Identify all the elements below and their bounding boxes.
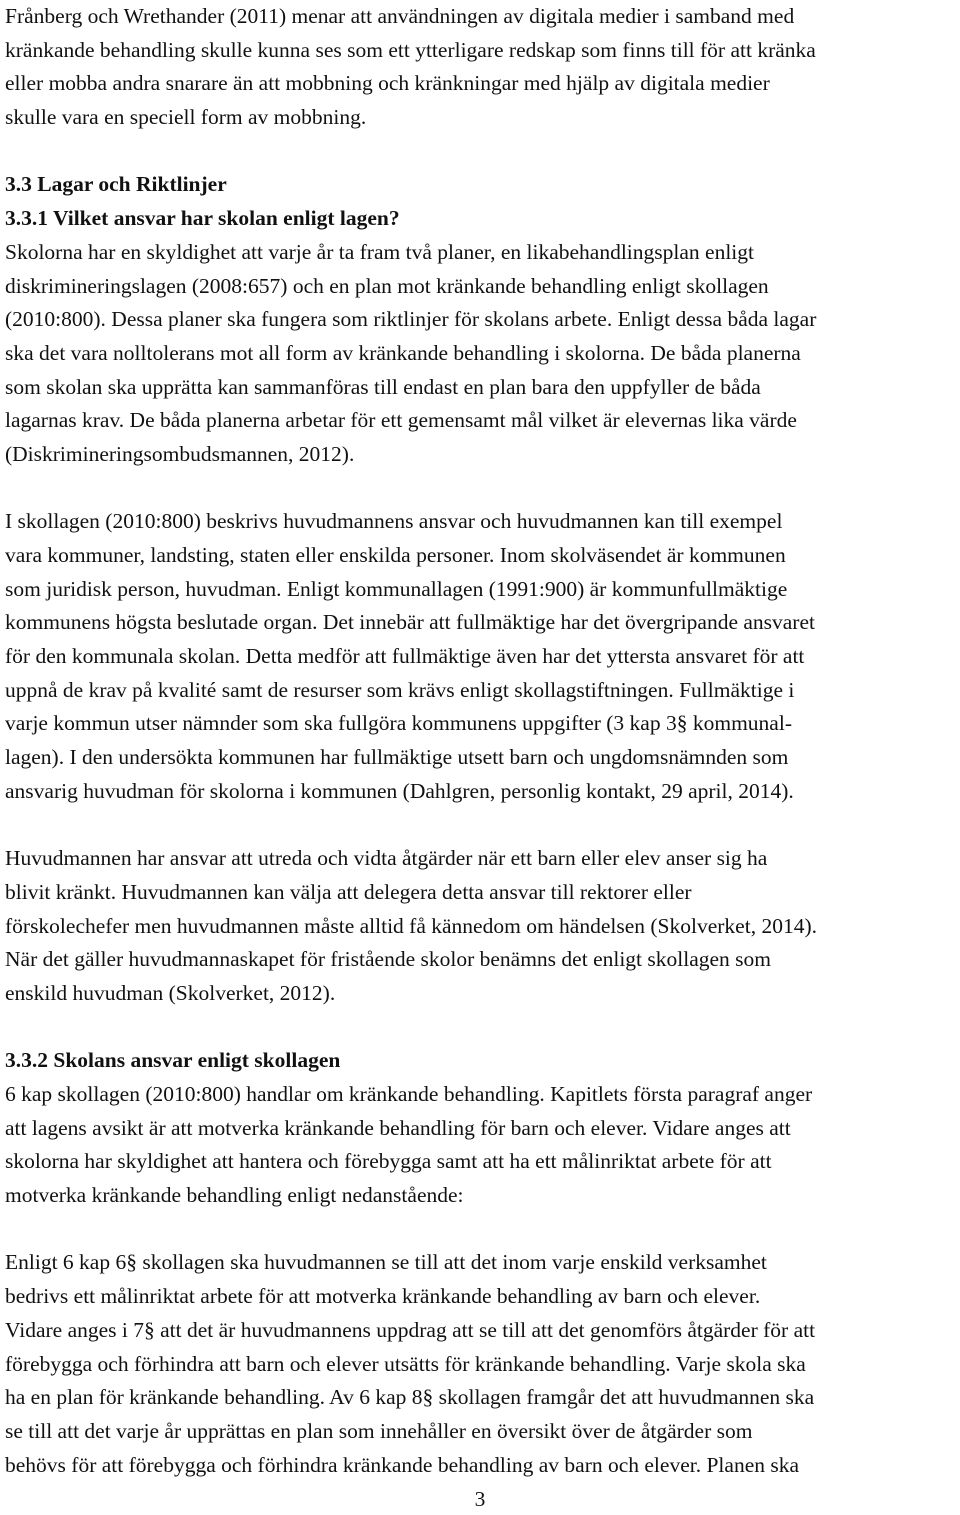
text-line: motverka kränkande behandling enligt nedanstående: [5,1183,464,1208]
text-line: Enligt 6 kap 6§ skollagen ska huvudmannen se till att det inom varje enskild verksamhet [5,1250,767,1275]
text-line: 6 kap skollagen (2010:800) handlar om kränkande behandling. Kapitlets första paragraf anger [5,1082,813,1106]
paragraph-6-kap [5,1078,957,1213]
text-line: behövs för att förebygga och förhindra kränkande behandling av barn och elever. Planen ska [5,1452,800,1477]
paragraph-6-kap-6 [5,1246,957,1482]
text-line: varje kommun utser nämnder som ska fullgöra kommunens uppgifter (3 kap 3§ kommunal- [5,711,792,736]
paragraph-utreda-atgarder [5,842,957,1010]
paragraph-huvudman-ansvar [5,505,957,808]
text-line: Skolorna har en skyldighet att varje år ta fram två planer, en likabehandlingsplan enligt [5,239,755,264]
text-line: se till att det varje år upprättas en plan som innehåller en översikt över de åtgärder som [5,1418,753,1443]
paragraph-gap [5,1213,957,1247]
text-line: uppnå de krav på kvalité samt de resurser som krävs enligt skollagstiftningen. Fullmäktige i [5,677,795,702]
text-line: Vidare anges i 7§ att det är huvudmannens uppdrag att se till att det genomförs åtgärder för att [5,1317,816,1342]
text-line: ansvarig huvudman för skolorna i kommunen (Dahlgren, personlig kontakt, 29 april, 2014). [5,778,794,803]
paragraph-gap [5,472,957,506]
document-page [5,0,957,1482]
paragraph-planer [5,236,957,472]
text-line: eller mobba andra snarare än att mobbning och kränkningar med hjälp av digitala medier [5,71,770,96]
text-line: bedrivs ett målinriktat arbete för att motverka kränkande behandling av barn och elever. [5,1284,761,1309]
text-line: Frånberg och Wrethander (2011) menar att användningen av digitala medier i samband med [5,4,795,28]
paragraph-gap [5,809,957,843]
text-line: skolorna har skyldighet att hantera och förebygga samt att ha ett målinriktat arbete för att [5,1149,772,1174]
text-line: ha en plan för kränkande behandling. Av 6 kap 8§ skollagen framgår det att huvudmannen ska [5,1385,815,1410]
text-line: lagarnas krav. De båda planerna arbetar för ett gemensamt mål vilket är elevernas lika värde [5,408,797,433]
top-paragraph [5,0,957,135]
section-heading: 3.3 Lagar och Riktlinjer [5,172,227,197]
text-line: kommunens högsta beslutade organ. Det innebär att fullmäktige har det övergripande ansvaret [5,610,815,635]
page-number: 3 [474,1487,486,1511]
text-line: förskolechefer men huvudmannen måste alltid få kännedom om händelsen (Skolverket, 2014). [5,913,817,938]
text-line: att lagens avsikt är att motverka kränkande behandling för barn och elever. Vidare anges att [5,1115,791,1140]
text-line: enskild huvudman (Skolverket, 2012). [5,980,336,1005]
subsection-heading-3-3-1: 3.3.1 Vilket ansvar har skolan enligt lagen? [5,206,400,231]
text-line: (Diskrimineringsombudsmannen, 2012). [5,441,355,466]
text-line: vara kommuner, landsting, staten eller enskilda personer. Inom skolväsendet är kommunen [5,543,786,567]
text-line: lagen). I den undersökta kommunen har fullmäktige utsett barn och ungdomsnämnden som [5,745,789,770]
subsection-heading-3-3-2: 3.3.2 Skolans ansvar enligt skollagen [5,1048,341,1073]
text-line: När det gäller huvudmannaskapet för fristående skolor benämns det enligt skollagen som [5,947,772,972]
text-line: för den kommunala skolan. Detta medför att fullmäktige även har det yttersta ansvaret för att [5,644,805,669]
text-line: kränkande behandling skulle kunna ses som ett ytterligare redskap som finns till för att kränka [5,37,816,62]
text-line: ska det vara nolltolerans mot all form av kränkande behandling i skolorna. De båda planerna [5,340,801,365]
text-line: som skolan ska upprätta kan sammanföras till endast en plan bara den uppfyller de båda [5,374,761,399]
text-line: skulle vara en speciell form av mobbning. [5,105,367,130]
paragraph-gap [5,135,957,169]
text-line: I skollagen (2010:800) beskrivs huvudmannens ansvar och huvudmannen kan till exempel [5,509,783,534]
text-line: Huvudmannen har ansvar att utreda och vidta åtgärder när ett barn eller elev anser sig ha [5,846,768,871]
text-line: förebygga och förhindra att barn och elever utsätts för kränkande behandling. Varje skola ska [5,1351,806,1376]
paragraph-gap [5,1011,957,1045]
text-line: diskrimineringslagen (2008:657) och en plan mot kränkande behandling enligt skollagen [5,273,769,298]
text-line: (2010:800). Dessa planer ska fungera som riktlinjer för skolans arbete. Enligt dessa båda lagar [5,307,817,332]
text-line: som juridisk person, huvudman. Enligt kommunallagen (1991:900) är kommunfullmäktige [5,576,788,601]
text-line: blivit kränkt. Huvudmannen kan välja att delegera detta ansvar till rektorer eller [5,879,692,904]
